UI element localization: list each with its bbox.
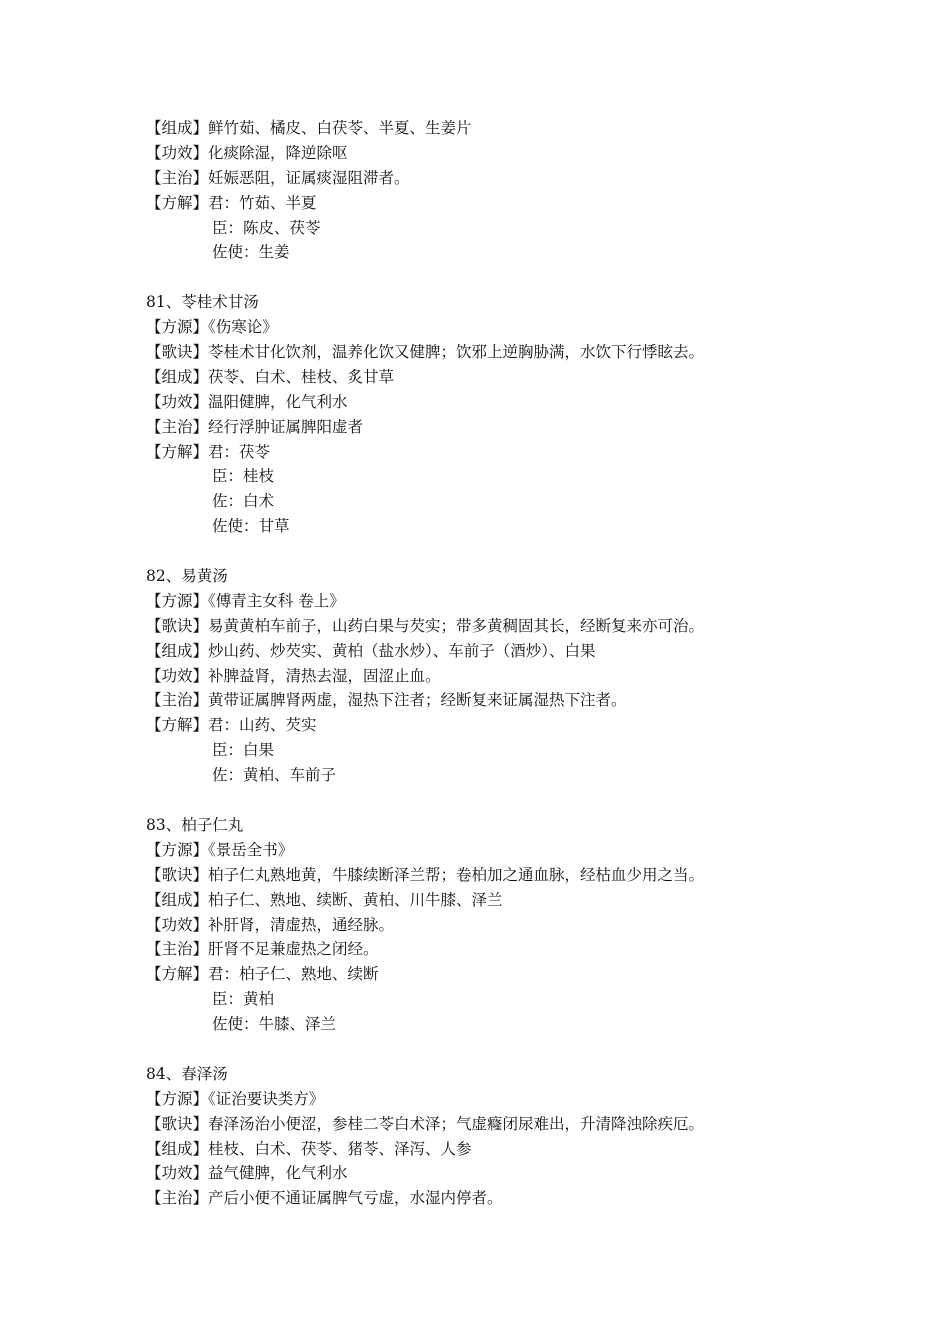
entry-analysis [146,440,906,465]
entry-text: 易黄黄柏车前子，山药白果与芡实；带多黄稠固其长，经断复来亦可治。 [208,616,705,635]
formula-title: 84、春泽汤 [146,1064,228,1083]
entry-source [146,838,906,863]
entry-indication [146,166,906,191]
entry-label: 【组成】 [146,890,209,909]
entry-text: 桂枝、白术、茯苓、猪苓、泽泻、人参 [208,1139,472,1158]
entry-text: 君：竹茹、半夏 [208,193,317,212]
entry-text: 产后小便不通证属脾气亏虚，水湿内停者。 [208,1189,503,1208]
entry-label: 【功效】 [146,392,209,411]
entry-efficacy [146,390,906,415]
entry-composition [146,639,906,664]
entry-efficacy [146,664,906,689]
formula-section [146,813,906,1037]
entry-text: 经行浮肿证属脾阳虚者 [208,417,364,436]
entry-label: 【组成】 [146,367,209,386]
analysis-continuation: 佐使：甘草 [212,517,290,536]
analysis-continuation: 佐使：生姜 [212,243,290,262]
analysis-continuation: 佐：黄柏、车前子 [212,766,337,785]
entry-label: 【功效】 [146,143,209,162]
analysis-continuation: 臣：白果 [212,741,275,760]
entry-text: 补肝肾，清虚热，通经脉。 [208,915,395,934]
entry-label: 【方解】 [146,193,209,212]
entry-text: 妊娠恶阻，证属痰湿阻滞者。 [208,168,410,187]
entry-indication [146,415,906,440]
entry-indication [146,1186,906,1211]
analysis-continuation: 臣：陈皮、茯苓 [212,218,321,237]
entry-verse [146,1112,906,1137]
entry-composition [146,365,906,390]
entry-text: 肝肾不足兼虚热之闭经。 [208,940,379,959]
entry-text: 君：茯苓 [208,442,271,461]
entry-label: 【方源】 [146,840,209,859]
entry-text: 苓桂术甘化饮剂，温养化饮又健脾；饮邪上逆胸胁满，水饮下行悸眩去。 [208,343,705,362]
entry-label: 【功效】 [146,915,209,934]
entry-indication [146,937,906,962]
entry-analysis [146,962,906,987]
entry-verse [146,614,906,639]
formula-title: 83、柏子仁丸 [146,815,244,834]
entry-verse [146,863,906,888]
formula-title: 82、易黄汤 [146,567,228,586]
entry-label: 【功效】 [146,1164,209,1183]
entry-text: 君：柏子仁、熟地、续断 [208,965,379,984]
entry-text: 黄带证属脾肾两虚，湿热下注者；经断复来证属湿热下注者。 [208,691,627,710]
entry-text: 柏子仁、熟地、续断、黄柏、川牛膝、泽兰 [208,890,503,909]
document-page [146,116,906,1211]
entry-label: 【歌诀】 [146,343,209,362]
entry-text: 《傅青主女科 卷上》 [208,591,345,610]
entry-label: 【组成】 [146,1139,209,1158]
entry-label: 【方解】 [146,716,209,735]
entry-label: 【功效】 [146,666,209,685]
entry-label: 【歌诀】 [146,1114,209,1133]
entry-label: 【方源】 [146,1089,209,1108]
entry-label: 【主治】 [146,1189,209,1208]
formula-title: 81、苓桂术甘汤 [146,293,259,312]
entry-text: 鲜竹茹、橘皮、白茯苓、半夏、生姜片 [208,119,472,137]
entry-efficacy [146,1161,906,1186]
entry-text: 柏子仁丸熟地黄，牛膝续断泽兰帮；卷柏加之通血脉，经枯血少用之当。 [208,865,705,884]
formula-section [146,290,906,539]
formula-section [146,116,906,265]
analysis-continuation: 臣：桂枝 [212,467,275,486]
entry-label: 【主治】 [146,417,209,436]
entry-source [146,1087,906,1112]
entry-text: 茯苓、白术、桂枝、炙甘草 [208,367,395,386]
analysis-continuation: 臣：黄柏 [212,990,275,1009]
entry-text: 补脾益肾，清热去湿，固涩止血。 [208,666,441,685]
formula-section [146,564,906,788]
entry-efficacy [146,141,906,166]
entry-efficacy [146,913,906,938]
entry-text: 春泽汤治小便涩，参桂二苓白术泽；气虚癃闭尿难出，升清降浊除疾厄。 [208,1114,705,1133]
entry-label: 【方源】 [146,591,209,610]
entry-composition [146,888,906,913]
entry-label: 【主治】 [146,168,209,187]
entry-text: 君：山药、芡实 [208,716,317,735]
entry-label: 【方解】 [146,965,209,984]
entry-label: 【歌诀】 [146,865,209,884]
entry-analysis [146,713,906,738]
entry-label: 【主治】 [146,691,209,710]
entry-text: 温阳健脾，化气利水 [208,392,348,411]
entry-label: 【主治】 [146,940,209,959]
entry-composition [146,116,906,141]
entry-label: 【方源】 [146,318,209,337]
entry-indication [146,688,906,713]
entry-verse [146,340,906,365]
entry-analysis [146,191,906,216]
analysis-continuation: 佐：白术 [212,492,275,511]
entry-label: 【组成】 [146,641,209,660]
entry-label: 【歌诀】 [146,616,209,635]
analysis-continuation: 佐使：牛膝、泽兰 [212,1015,337,1034]
entry-text: 《伤寒论》 [208,318,278,337]
entry-source [146,315,906,340]
entry-text: 《证治要诀类方》 [208,1089,325,1108]
entry-text: 化痰除湿，降逆除呕 [208,143,348,162]
entry-text: 益气健脾，化气利水 [208,1164,348,1183]
entry-source [146,589,906,614]
entry-label: 【方解】 [146,442,209,461]
entry-text: 炒山药、炒芡实、黄柏（盐水炒）、车前子（酒炒）、白果 [208,641,596,660]
entry-label: 【组成】 [146,119,209,137]
entry-text: 《景岳全书》 [208,840,294,859]
formula-section [146,1062,906,1211]
entry-composition [146,1137,906,1162]
